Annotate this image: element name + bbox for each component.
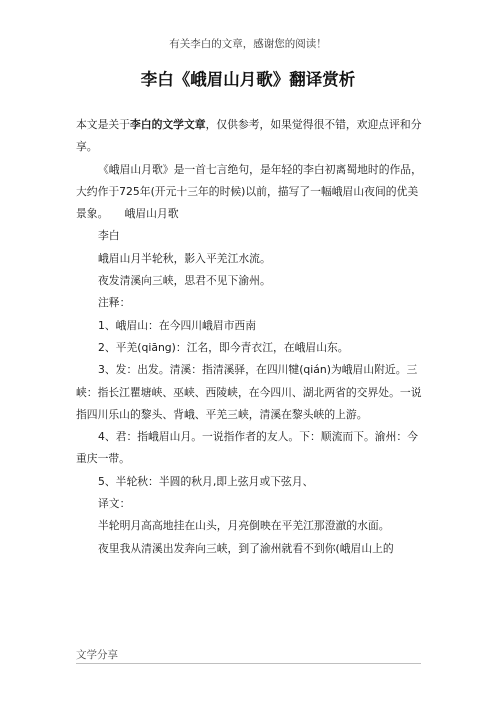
notes-heading: 注释：: [98, 296, 131, 310]
footer-divider: [76, 663, 421, 664]
poem-line: 峨眉山月半轮秋，影入平羌江水流。: [98, 251, 271, 265]
note-item: 1、峨眉山：在今四川峨眉市西南: [98, 318, 257, 332]
poem-line: 夜发清溪向三峡，思君不见下渝州。: [98, 274, 271, 288]
note-item: 3、发：出发。清溪：指清溪驿，在四川犍(qián)为峨眉山附近。三峡：指长江瞿塘峡、巫峡、西陵峡，在今四川、湖北两省的交界处。一说指四川乐山的黎头、背峨、平羌三峡，清溪在黎头峡的上游。: [76, 363, 422, 421]
article-body: [76, 114, 426, 560]
translation-heading: 译文：: [98, 497, 131, 511]
intro-pre: 本文是关于: [76, 118, 130, 131]
note-item: 5、半轮秋：半圆的秋月,即上弦月或下弦月、: [98, 474, 314, 488]
paragraph: 《峨眉山月歌》是一首七言绝句，是年轻的李白初离蜀地时的作品，大约作于725年(开元十三年的时候)以前，描写了一幅峨眉山夜间的优美景象。 峨眉山月歌: [76, 162, 422, 221]
note-item: 2、平羌(qiāng)：江名，即今青衣江，在峨眉山东。: [98, 340, 349, 354]
intro-paragraph: [76, 114, 426, 159]
poem-author: 李白: [98, 229, 120, 243]
page-footer: 文学分享: [76, 649, 118, 661]
translation-line: 半轮明月高高地挂在山头，月亮倒映在平羌江那澄澈的水面。: [98, 519, 390, 533]
page-header: 有关李白的文章，感谢您的阅读！: [169, 38, 327, 50]
intro-post: ，仅供参考，如果觉得很不错，欢迎点评和分享。: [76, 118, 422, 154]
intro-bold: 李白的文学文章: [129, 118, 206, 131]
translation-line: 夜里我从清溪出发奔向三峡，到了渝州就看不到你(峨眉山上的: [98, 541, 394, 555]
article-title: 李白《峨眉山月歌》翻译赏析: [140, 70, 356, 89]
note-item: 4、君：指峨眉山月。一说指作者的友人。下：顺流而下。渝州：今重庆一带。: [76, 430, 418, 466]
